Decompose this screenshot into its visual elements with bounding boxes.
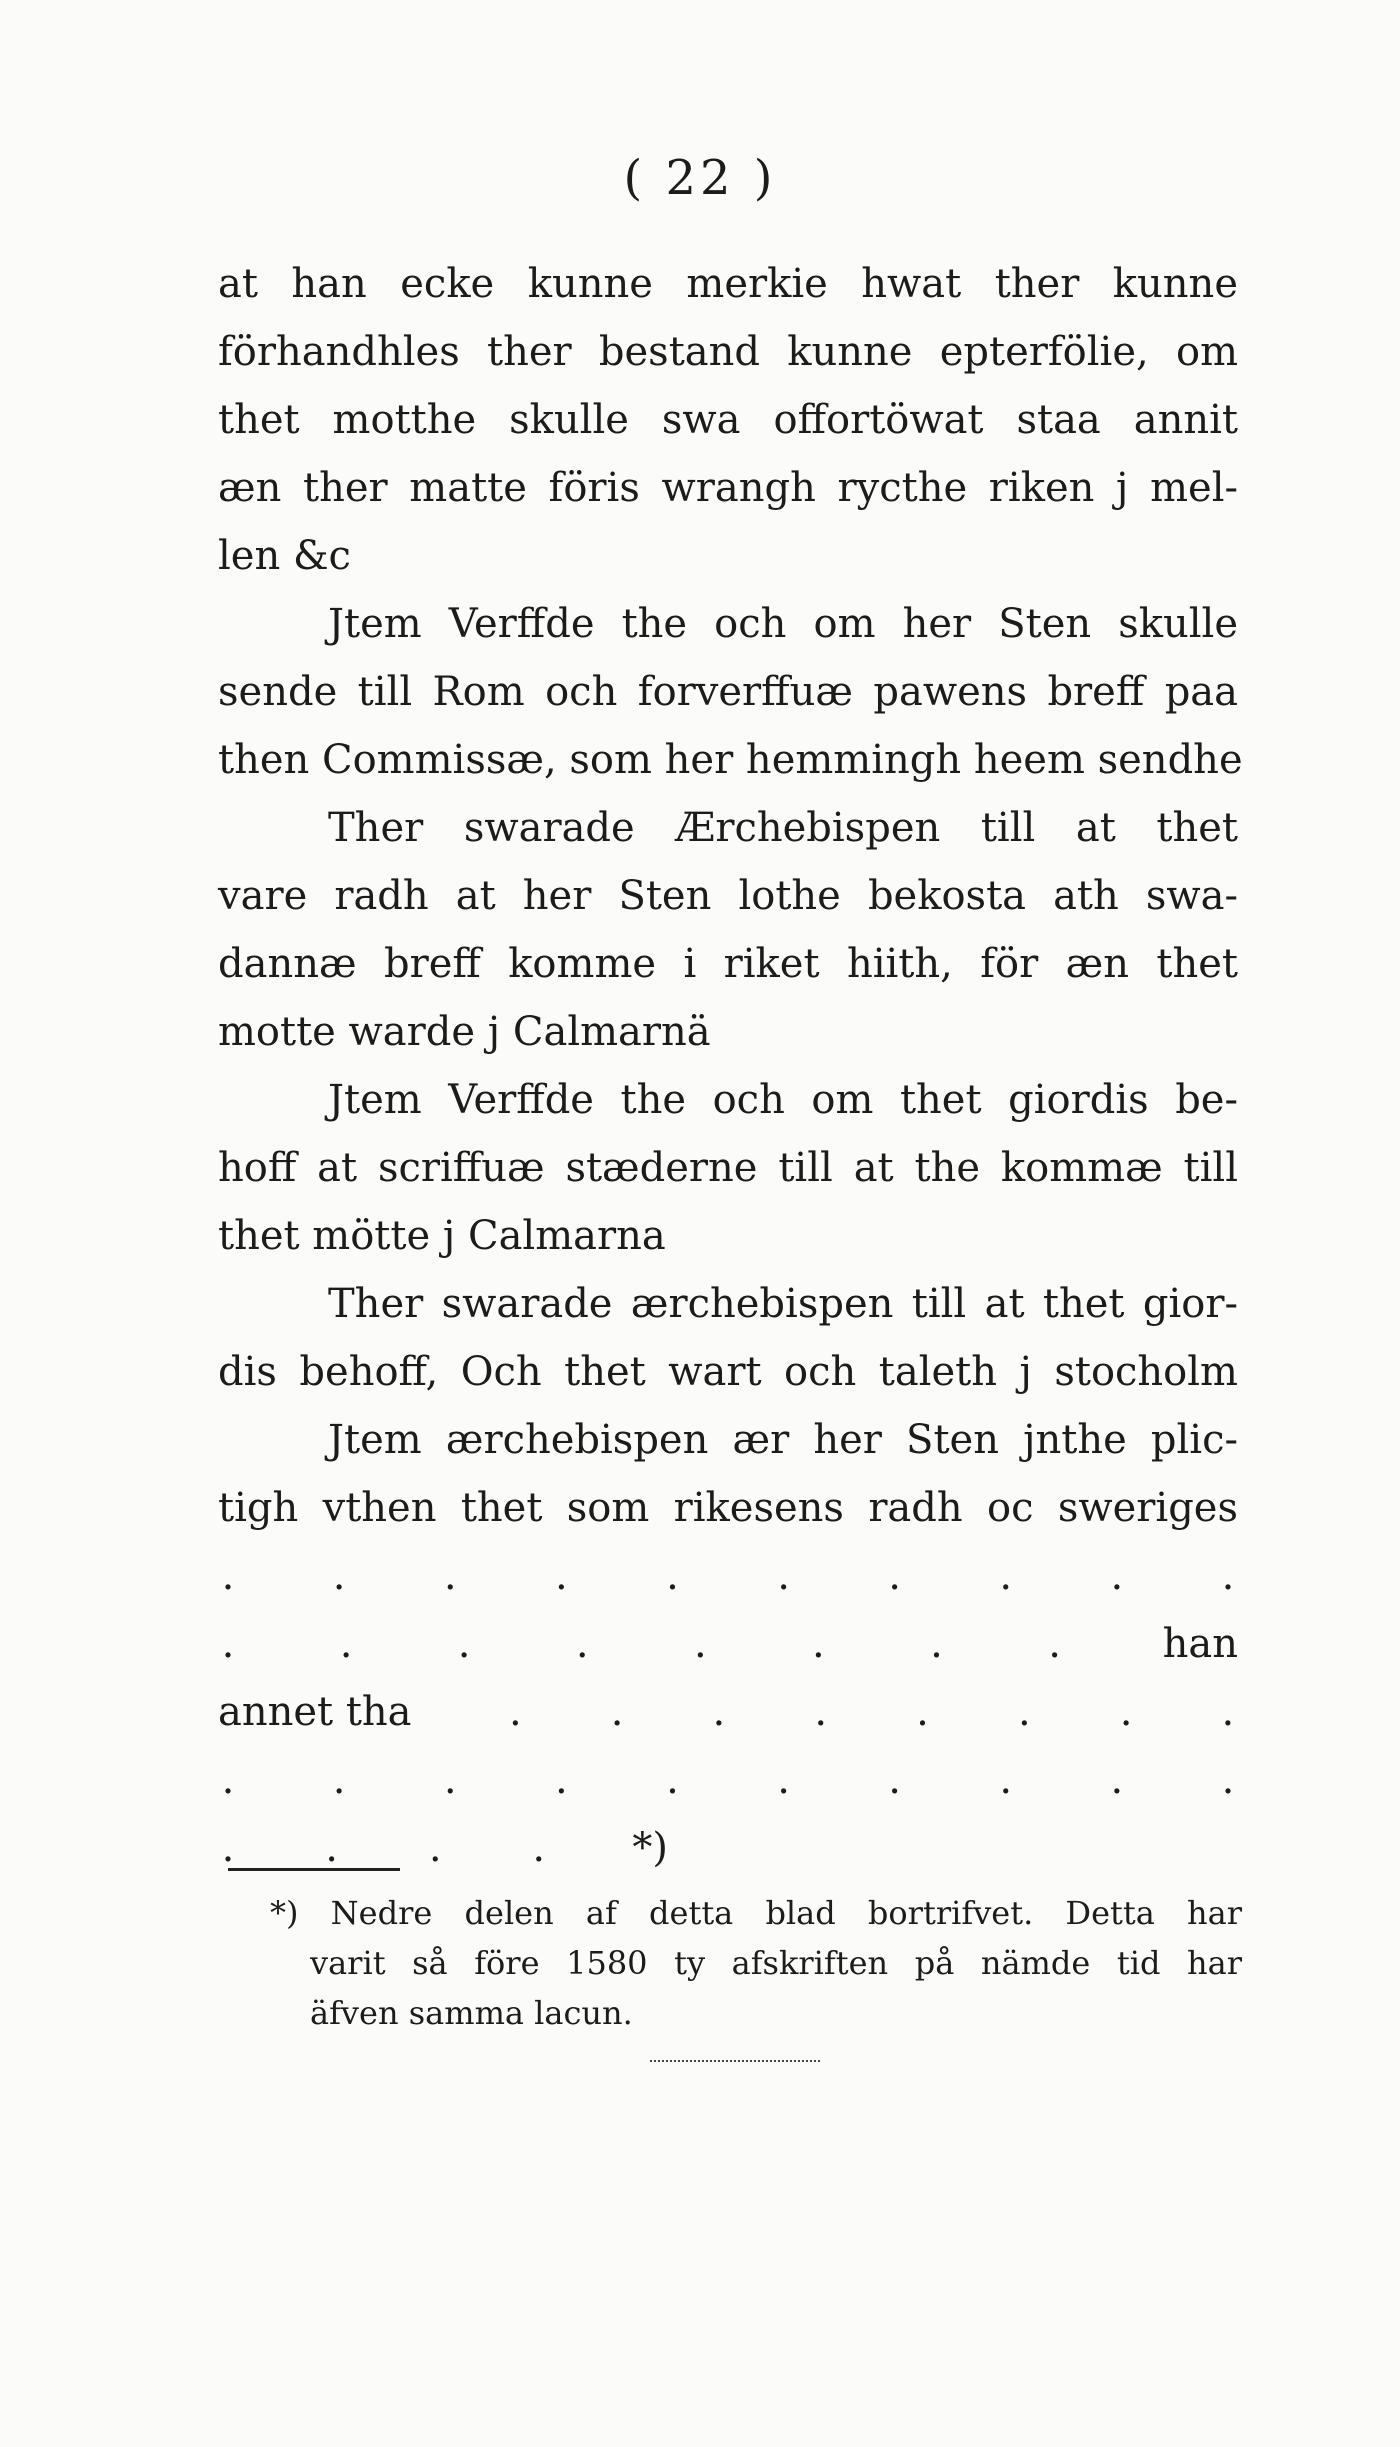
- text-line: Jtem ærchebispen ær her Sten jnthe plic-: [328, 1417, 1238, 1463]
- lacuna-dot: .: [221, 1553, 235, 1599]
- lacuna-dot: .: [554, 1757, 568, 1803]
- lacuna-dot: .: [1221, 1553, 1235, 1599]
- lacuna-dot: .: [325, 1825, 338, 1871]
- lacuna-dot: .: [666, 1757, 679, 1803]
- lacuna-dots-row: [218, 1814, 668, 1882]
- lacuna-dot: .: [1119, 1689, 1133, 1735]
- lacuna-dot: .: [1221, 1757, 1235, 1803]
- lacuna-word: annet tha: [218, 1689, 412, 1735]
- text-line: vare radh at her Sten lothe bekosta ath swa-: [218, 873, 1238, 919]
- text-line: Ther swarade ærchebispen till at thet gior-: [328, 1281, 1238, 1327]
- lacuna-dot: .: [888, 1757, 902, 1803]
- text-line: tigh vthen thet som rikesens radh oc sweriges: [218, 1485, 1238, 1531]
- lacuna-dot: .: [777, 1553, 790, 1599]
- footnote: [270, 1888, 1242, 2038]
- lacuna-dot: .: [1048, 1621, 1061, 1667]
- text-line: æn ther matte föris wrangh rycthe riken j mel-: [218, 465, 1238, 511]
- lacuna-dot: .: [575, 1621, 589, 1667]
- lacuna-dot: .: [930, 1621, 943, 1667]
- lacuna-dot: .: [1110, 1757, 1124, 1803]
- page-number: ( 22 ): [623, 150, 777, 206]
- lacuna-dots-row: [218, 1542, 1238, 1610]
- lacuna-dot: .: [332, 1553, 346, 1599]
- lacuna-dot: .: [443, 1553, 457, 1599]
- lacuna-dot: .: [712, 1689, 726, 1735]
- lacuna-dot: .: [428, 1825, 442, 1871]
- lacuna-dot: .: [339, 1621, 353, 1667]
- bottom-decorative-rule: [650, 2060, 820, 2062]
- footnote-marker: *): [632, 1825, 668, 1871]
- body-text: [218, 250, 1243, 1882]
- text-line: len &c: [218, 533, 351, 579]
- lacuna-dot: .: [916, 1689, 929, 1735]
- lacuna-dot: .: [812, 1621, 825, 1667]
- footnote-line: varit så före 1580 ty afskriften på nämde tid har: [310, 1944, 1242, 1982]
- text-line: then Commissæ, som her hemmingh heem sendhe: [218, 737, 1243, 783]
- lacuna-dot: .: [221, 1621, 235, 1667]
- lacuna-dot: .: [1221, 1689, 1235, 1735]
- lacuna-dot: .: [814, 1689, 828, 1735]
- text-line: Jtem Verffde the och om thet giordis be-: [328, 1077, 1238, 1123]
- lacuna-dot: .: [221, 1757, 235, 1803]
- lacuna-dots-row: [218, 1746, 1238, 1814]
- lacuna-dot: .: [221, 1825, 235, 1871]
- text-line: thet mötte j Calmarna: [218, 1213, 666, 1259]
- text-line: thet motthe skulle swa offortöwat staa annit: [218, 397, 1238, 443]
- lacuna-dot: .: [888, 1553, 902, 1599]
- lacuna-dots-row: [218, 1678, 1238, 1746]
- lacuna-dot: .: [443, 1757, 457, 1803]
- text-line: hoff at scriffuæ stæderne till at the kommæ till: [218, 1145, 1238, 1191]
- lacuna-dots-row: [218, 1610, 1238, 1678]
- text-line: dannæ breff komme i riket hiith, för æn thet: [218, 941, 1238, 987]
- lacuna-dot: .: [532, 1825, 546, 1871]
- lacuna-dot: .: [508, 1689, 522, 1735]
- lacuna-word: han: [1162, 1621, 1238, 1667]
- lacuna-dot: .: [610, 1689, 624, 1735]
- lacuna-dot: .: [332, 1757, 346, 1803]
- text-line: at han ecke kunne merkie hwat ther kunne: [218, 261, 1238, 307]
- lacuna-dot: .: [1110, 1553, 1124, 1599]
- lacuna-dot: .: [777, 1757, 790, 1803]
- lacuna-dot: .: [1017, 1689, 1031, 1735]
- lacuna-dot: .: [999, 1757, 1013, 1803]
- lacuna-dot: .: [999, 1553, 1013, 1599]
- text-line: förhandhles ther bestand kunne epterfölie, om: [218, 329, 1238, 375]
- footnote-line: äfven samma lacun.: [310, 1994, 633, 2032]
- text-line: Jtem Verffde the och om her Sten skulle: [328, 601, 1238, 647]
- lacuna-dot: .: [457, 1621, 471, 1667]
- lacuna-dot: .: [666, 1553, 679, 1599]
- text-line: Ther swarade Ærchebispen till at thet: [328, 805, 1238, 851]
- lacuna-dot: .: [554, 1553, 568, 1599]
- text-line: sende till Rom och forverffuæ pawens breff paa: [218, 669, 1238, 715]
- footnote-rule: [228, 1868, 400, 1871]
- lacuna-dot: .: [693, 1621, 707, 1667]
- text-line: dis behoff, Och thet wart och taleth j stocholm: [218, 1349, 1238, 1395]
- footnote-line: *) Nedre delen af detta blad bortrifvet. Detta har: [270, 1894, 1242, 1932]
- text-line: motte warde j Calmarnä: [218, 1009, 711, 1055]
